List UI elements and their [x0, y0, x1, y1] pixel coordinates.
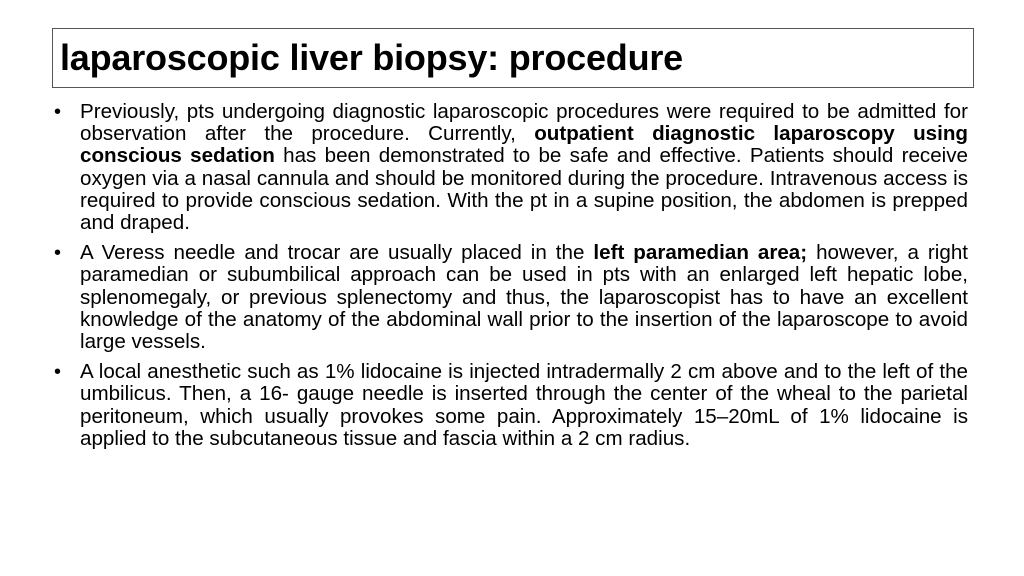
bullet-text-segment: Previously, pts undergoing diagnostic laparoscopic procedures were required to be admitted for observation after the procedure. Currently, [80, 100, 968, 146]
bullet-text-segment: however, a right paramedian or subumbilical approach can be used in pts with an enlarged left hepatic lobe, splenomegaly, or previous splenectomy and thus, the laparoscopist has to have an excellent knowledge of the anatomy of the abdominal wall prior to the insertion of the laparoscope to avoid large vessels. [80, 241, 968, 354]
bullet-icon: • [54, 361, 62, 384]
bullet-list [54, 101, 968, 458]
bullet-text-segment: A Veress needle and trocar are usually placed in the [80, 241, 594, 265]
bullet-item [54, 242, 968, 353]
slide-title: laparoscopic liver biopsy: procedure [60, 37, 683, 78]
bullet-text-segment: has been demonstrated to be safe and effective. Patients should receive oxygen via a nasal cannula and should be monitored during the procedure. Intravenous access is required to provide conscious sedation. With the pt in a supine position, the abdomen is prepped and draped. [80, 144, 968, 235]
bullet-icon: • [54, 242, 62, 265]
bullet-text-segment: A local anesthetic such as 1% lidocaine is injected intradermally 2 cm above and to the left of the umbilicus. Then, a 16- gauge needle is inserted through the center of the wheal to the parietal peritoneum, which usually provokes some pain. Approximately 15–20mL of 1% lidocaine is applied to the subcutaneous tissue and fascia within a 2 cm radius. [80, 360, 968, 450]
bullet-text-bold: outpatient diagnostic laparoscopy using conscious sedation [80, 122, 968, 168]
bullet-icon: • [54, 101, 62, 123]
bullet-item [54, 101, 968, 234]
bullet-text-bold: left paramedian area; [593, 241, 808, 265]
title-box [52, 28, 974, 88]
bullet-item [54, 361, 968, 450]
